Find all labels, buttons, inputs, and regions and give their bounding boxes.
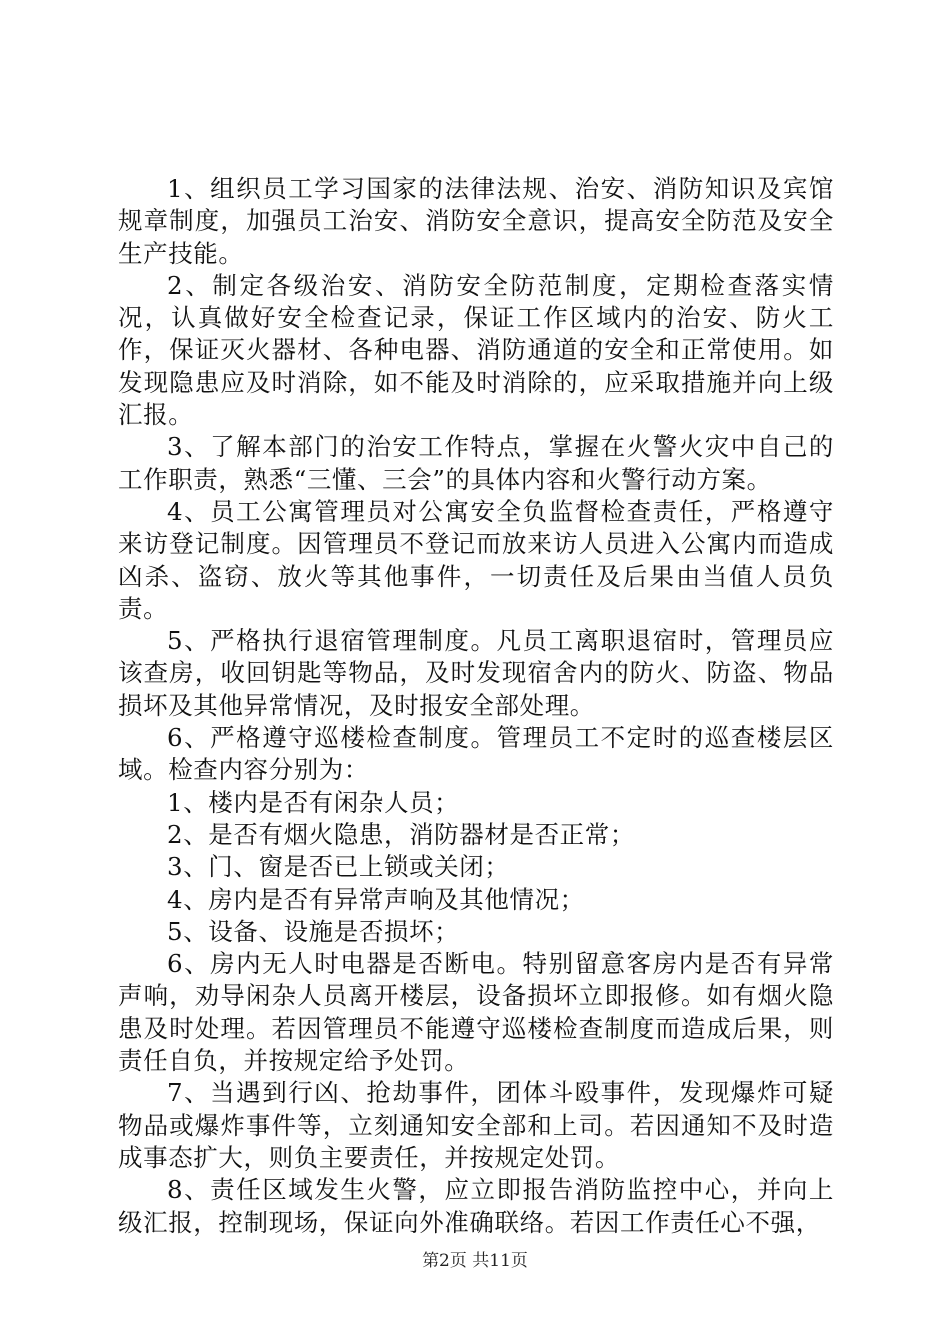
page-footer bbox=[0, 1246, 950, 1271]
paragraph-5: 5、严格执行退宿管理制度。凡员工离职退宿时，管理员应该查房，收回钥匙等物品，及时发现宿舍内的防火、防盗、物品损坏及其他异常情况，及时报安全部处理。 bbox=[118, 626, 834, 720]
paragraph-7: 7、当遇到行凶、抢劫事件，团体斗殴事件，发现爆炸可疑物品或爆炸事件等，立刻通知安全部和上司。若因通知不及时造成事态扩大，则负主要责任，并按规定处罚。 bbox=[118, 1078, 834, 1172]
paragraph-1: 1、组织员工学习国家的法律法规、治安、消防知识及宾馆规章制度，加强员工治安、消防安全意识，提高安全防范及安全生产技能。 bbox=[118, 174, 834, 268]
document-body bbox=[118, 173, 834, 1239]
paragraph-6: 6、严格遵守巡楼检查制度。管理员工不定时的巡查楼层区域。检查内容分别为： bbox=[118, 723, 834, 785]
paragraph-2: 2、制定各级治安、消防安全防范制度，定期检查落实情况，认真做好安全检查记录，保证工作区域内的治安、防火工作，保证灭火器材、各种电器、消防通道的安全和正常使用。如发现隐患应及时消除，如不能及时消除的，应采取措施并向上级汇报。 bbox=[118, 270, 834, 430]
paragraph-8: 8、责任区域发生火警，应立即报告消防监控中心，并向上级汇报，控制现场，保证向外准确联络。若因工作责任心不强， bbox=[118, 1175, 834, 1237]
page-number: 第2页 bbox=[422, 1251, 467, 1271]
checklist-item-3: 3、门、窗是否已上锁或关闭； bbox=[167, 852, 510, 882]
checklist-item-6: 6、房内无人时电器是否断电。特别留意客房内是否有异常声响，劝导闲杂人员离开楼层，设备损坏立即报修。如有烟火隐患及时处理。若因管理员不能遵守巡楼检查制度而造成后果，则责任自负，并按规定给予处罚。 bbox=[118, 949, 834, 1076]
checklist-item-4: 4、房内是否有异常声响及其他情况； bbox=[167, 884, 585, 914]
paragraph-4: 4、员工公寓管理员对公寓安全负监督检查责任，严格遵守来访登记制度。因管理员不登记而放来访人员进入公寓内而造成凶杀、盗窃、放火等其他事件，一切责任及后果由当值人员负责。 bbox=[118, 496, 834, 623]
paragraph-3: 3、了解本部门的治安工作特点，掌握在火警火灾中自己的工作职责，熟悉“三懂、三会”的具体内容和火警行动方案。 bbox=[118, 432, 834, 494]
page-total: 共11页 bbox=[472, 1251, 528, 1271]
checklist-item-5: 5、设备、设施是否损坏； bbox=[167, 916, 460, 946]
checklist-item-1: 1、楼内是否有闲杂人员； bbox=[167, 787, 460, 817]
checklist-item-2: 2、是否有烟火隐患，消防器材是否正常； bbox=[167, 819, 635, 849]
